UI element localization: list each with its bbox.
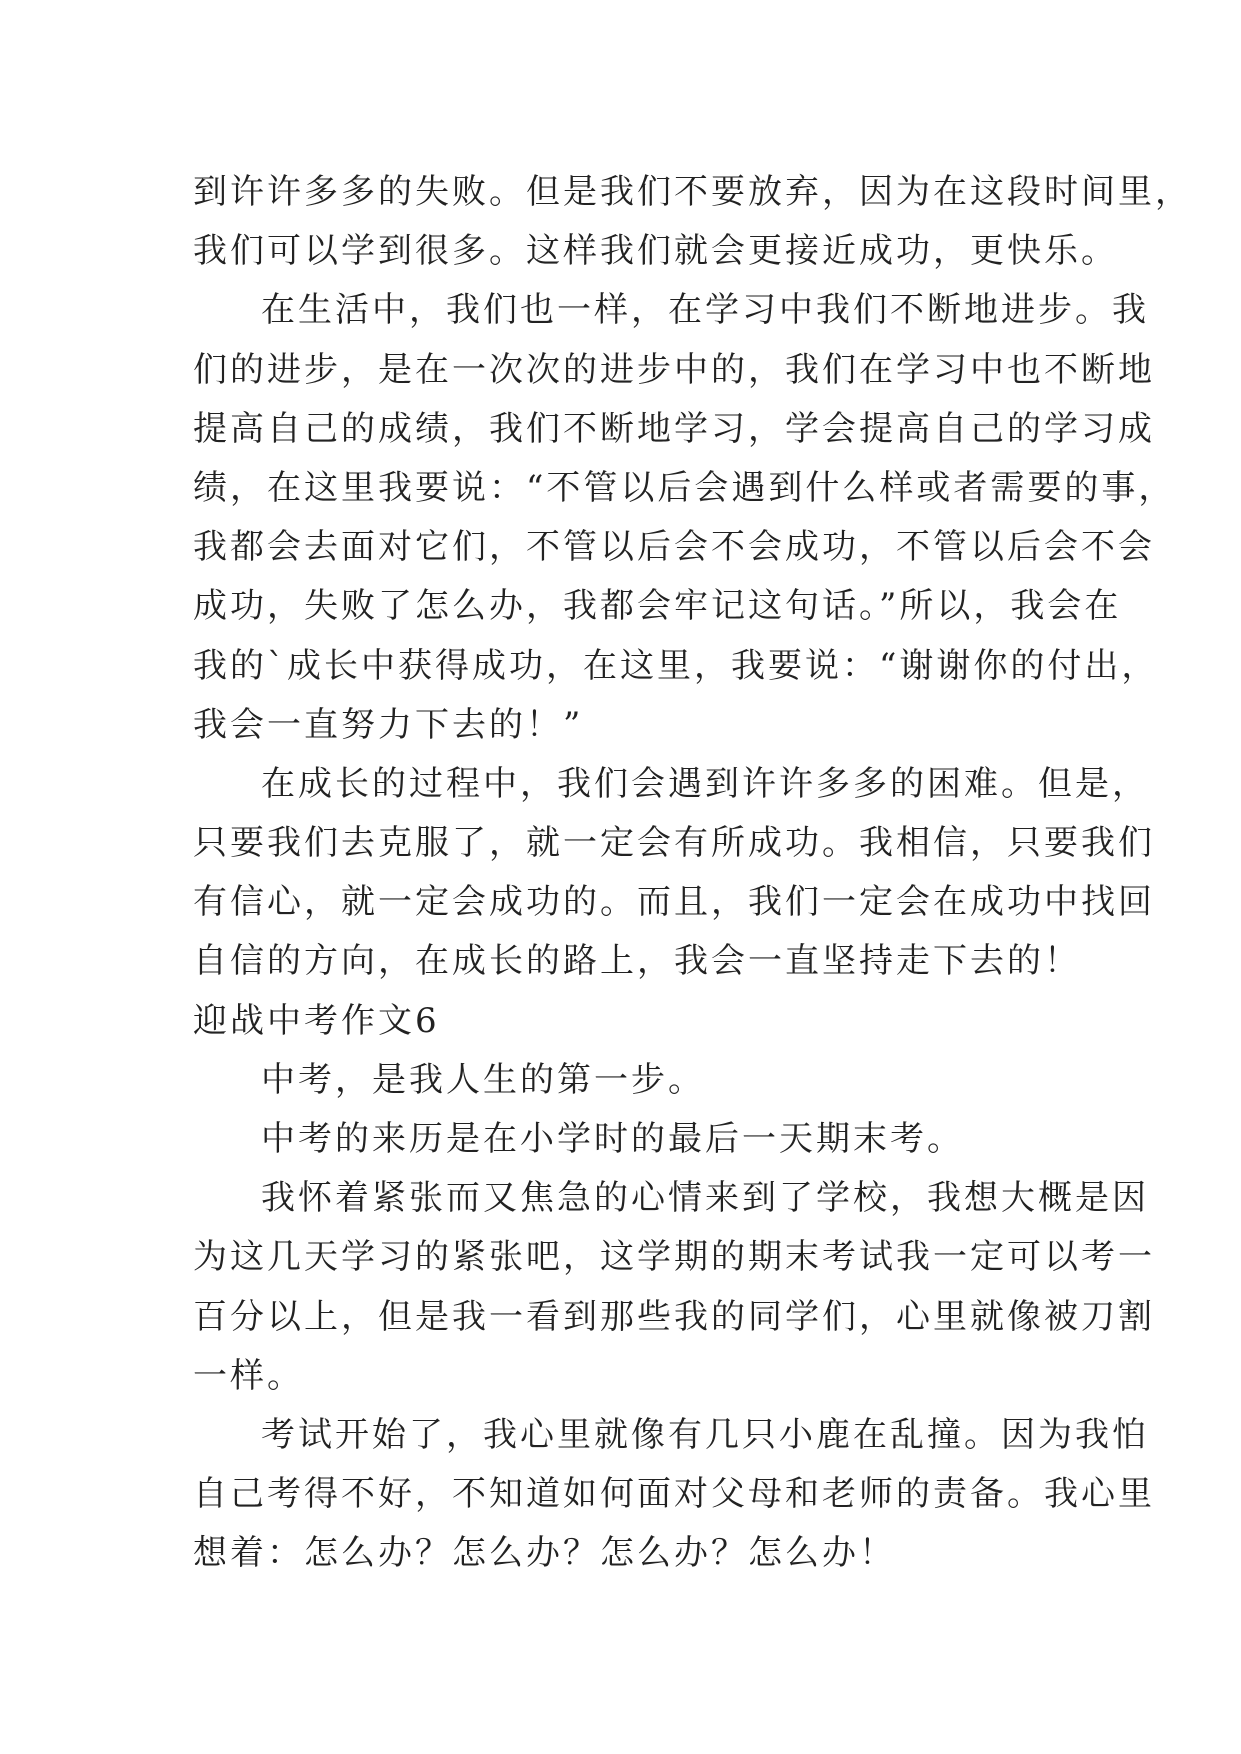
text-line: 想着：怎么办？怎么办？怎么办？怎么办！ <box>193 1533 896 1574</box>
paragraph-start-line: 在成长的过程中，我们会遇到许许多多的困难。但是， <box>261 763 1149 804</box>
text-line: 自己考得不好，不知道如何面对父母和老师的责备。我心里 <box>193 1474 1155 1515</box>
text-line: 一样。 <box>193 1355 304 1396</box>
text-line: 自信的方向，在成长的路上，我会一直坚持走下去的！ <box>193 941 1081 982</box>
text-line: 到许许多多的失败。但是我们不要放弃，因为在这段时间里， <box>193 172 1192 212</box>
text-line: 我会一直努力下去的！” <box>193 704 584 745</box>
section-heading: 迎战中考作文6 <box>193 1000 440 1041</box>
text-line: 有信心，就一定会成功的。而且，我们一定会在成功中找回 <box>193 882 1155 923</box>
text-line: 只要我们去克服了，就一定会有所成功。我相信，只要我们 <box>193 823 1155 864</box>
paragraph-start-line: 中考，是我人生的第一步。 <box>261 1059 705 1100</box>
document-body <box>193 163 1192 1584</box>
text-line: 我的`成长中获得成功，在这里，我要说：“谢谢你的付出， <box>193 645 1159 686</box>
text-line: 提高自己的成绩，我们不断地学习，学会提高自己的学习成 <box>193 408 1155 449</box>
paragraph-start-line: 考试开始了，我心里就像有几只小鹿在乱撞。因为我怕 <box>261 1414 1149 1455</box>
text-line: 成功，失败了怎么办，我都会牢记这句话。”所以，我会在 <box>193 586 1122 627</box>
paragraph-start-line: 我怀着紧张而又焦急的心情来到了学校，我想大概是因 <box>261 1178 1149 1219</box>
paragraph-start-line: 在生活中，我们也一样，在学习中我们不断地进步。我 <box>261 290 1149 331</box>
text-line: 为这几天学习的紧张吧，这学期的期末考试我一定可以考一 <box>193 1237 1155 1278</box>
text-line: 我们可以学到很多。这样我们就会更接近成功，更快乐。 <box>193 231 1118 272</box>
text-line: 们的进步，是在一次次的进步中的，我们在学习中也不断地 <box>193 349 1155 390</box>
text-line: 百分以上，但是我一看到那些我的同学们，心里就像被刀割 <box>193 1296 1155 1337</box>
text-line: 我都会去面对它们，不管以后会不会成功，不管以后会不会 <box>193 527 1155 568</box>
paragraph-start-line: 中考的来历是在小学时的最后一天期末考。 <box>261 1119 964 1159</box>
text-line: 绩，在这里我要说：“不管以后会遇到什么样或者需要的事， <box>193 467 1176 508</box>
